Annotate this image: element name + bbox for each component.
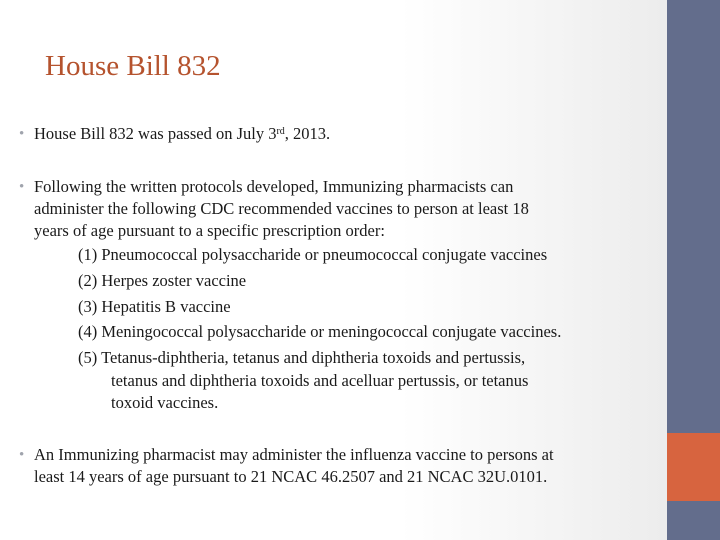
slide-title: House Bill 832 xyxy=(45,50,221,82)
vaccine-item-5: (5) Tetanus-diphtheria, tetanus and diphtheria toxoids and pertussis, xyxy=(78,348,526,367)
bullet-2-line-1: Following the written protocols developed, Immunizing pharmacists can xyxy=(34,177,514,196)
bullet-2-line-2: administer the following CDC recommended vaccines to person at least 18 xyxy=(34,199,529,218)
vaccine-item-5-line-3: toxoid vaccines. xyxy=(111,393,219,412)
bullet-dot-icon: • xyxy=(19,179,25,195)
bullet-1-text: House Bill 832 was passed on July 3rd, 2013. xyxy=(34,124,331,143)
vaccine-item-1: (1) Pneumococcal polysaccharide or pneumococcal conjugate vaccines xyxy=(78,245,548,264)
vaccine-item-4: (4) Meningococcal polysaccharide or meningococcal conjugate vaccines. xyxy=(78,322,562,341)
bullet-dot-icon: • xyxy=(19,447,25,463)
vaccine-item-5-line-2: tetanus and diphtheria toxoids and acelluar pertussis, or tetanus xyxy=(111,371,529,390)
vaccine-item-3: (3) Hepatitis B vaccine xyxy=(78,297,231,316)
bullet-3-line-2: least 14 years of age pursuant to 21 NCAC 46.2507 and 21 NCAC 32U.0101. xyxy=(34,467,548,486)
bullet-dot-icon: • xyxy=(19,126,25,142)
side-accent xyxy=(667,433,720,501)
vaccine-item-2: (2) Herpes zoster vaccine xyxy=(78,271,247,290)
bullet-3-line-1: An Immunizing pharmacist may administer the influenza vaccine to persons at xyxy=(34,445,554,464)
bullet-2-line-3: years of age pursuant to a specific prescription order: xyxy=(34,221,385,240)
